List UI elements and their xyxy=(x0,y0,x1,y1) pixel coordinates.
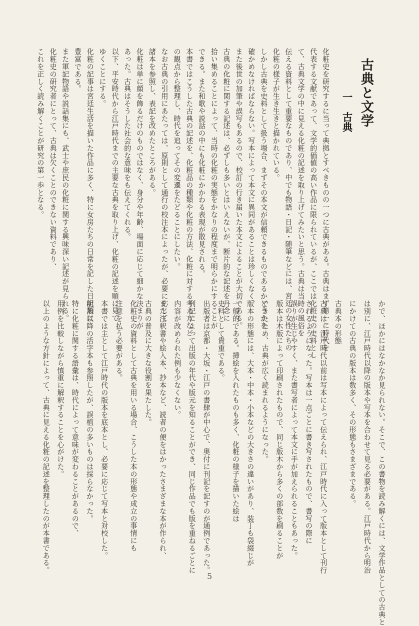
text-column: 化粧史の研究者にとって、古典は欠くことのできない資料であり、 xyxy=(49,48,58,270)
subsection-title: 一 古典 xyxy=(340,92,351,132)
text-column: 本書では主として江戸時代の版本を底本とし、必要に応じて写本と対校した。 xyxy=(100,300,109,559)
text-column: 拾い集めることによって、当時の化粧の実態をかなりの程度まで明らかにすることが xyxy=(210,48,219,330)
text-column: 内容が改められた例も少なくない。 xyxy=(173,300,182,419)
text-column: 用例を比較しながら慎重に解釈することを心がけた。 xyxy=(56,300,65,478)
text-column: また注釈書や絵入本、抄本など、読者の便をはかったさまざまな本が作られ、 xyxy=(159,300,167,559)
text-column: しかし古典を史料として扱う場合、まずその本文が信頼できるものであるかどうかを xyxy=(260,48,268,330)
text-column: 一般的である。挿絵を入れたものも多く、化粧の様子を描いた絵は xyxy=(232,300,240,522)
text-column: 誤りが生じやすく、また書写者によって本文に手が加えられることもあった。 xyxy=(290,300,299,559)
text-column: 出版者は京都・大坂・江戸の書肆が中心で、奥付に刊記を記すのが通例であった。 xyxy=(202,300,211,574)
text-column: 刊記によって出版の年代や版元を知ることができ、同じ作品でも版を重ねるごとに xyxy=(188,300,197,574)
text-column: これを正しく読み解くことが研究の第一歩となる。 xyxy=(36,48,45,219)
text-column: 以下、平安時代から江戸時代までの主要な古典を取り上げ、化粧の記述を順に見て xyxy=(111,48,120,322)
text-column: にかけての古典の版本は数多く、その形態もさまざまである。 xyxy=(348,300,357,508)
text-column: て、古典文学の中に見える化粧の記述を取り上げてみたいと思う。古典は当時の風俗を xyxy=(297,48,306,337)
text-column: ゆくことにする。 xyxy=(98,48,107,108)
text-column: 豊富である。 xyxy=(74,48,82,93)
text-column: なお古典の引用にあたっては、原則として通行の校注本によったが、必要に応じて xyxy=(160,48,169,322)
text-column: 古典の化粧に関する記述は、必ずしも多いとはいえないが、断片的な記述を丹念に xyxy=(222,48,231,322)
page-number: 5 xyxy=(206,572,213,581)
text-column: されるようになった。写本は一点ごとに書き写されたもので、書写の際に xyxy=(305,300,313,545)
text-column: 化粧は単に顔を飾るだけのものではなく、身分や年齢、場面に応じて細かな決まりが xyxy=(136,48,144,330)
text-column: 本書ではこうした古典の記述を、化粧品の種類や化粧の方法、化粧に対する考え方など xyxy=(185,48,194,337)
text-column: 確かめなければならない。写本によって本文に異同があることは珍しくなく、 xyxy=(247,48,256,307)
text-column: できる。また和歌や説話の中にも化粧にかかわる表現が散見される。 xyxy=(198,48,206,278)
text-column: 特に化粧に関する語彙は、時代によって意味が変わることがあるので、 xyxy=(71,300,80,537)
text-column: の観点から整理し、時代を追ってその変遷をたどることにしたい。 xyxy=(173,48,182,270)
text-column: 化粧の記事は宮廷生活を描いた作品に多く、特に女房たちの日常を記した日記類に xyxy=(86,48,95,322)
text-column: 古典は、江戸時代以前は写本によって伝えられ、江戸時代に入って版本として刊行 xyxy=(319,300,328,574)
text-column: また軍記物語や説話集にも、武士や庶民の化粧に関する興味深い記述が見られる。 xyxy=(61,48,70,322)
text-column: 化粧の様子が生き生きと描かれている。 xyxy=(272,48,281,182)
text-column: 以上のような方針によって、古典に見える化粧の記述を整理したのが本書である。 xyxy=(42,300,51,574)
text-column: 化粧史を研究するに当って典拠とすべきものの一つに古典がある。古典はまず第一に時代を xyxy=(322,48,330,352)
text-column: 古典の普及に大きな役割を果たした。 xyxy=(144,300,153,426)
text-column: あった。古典はそうした社会的な意味をも伝えてくれる。 xyxy=(123,48,132,241)
text-column: 代表する文献であって、文学的価値の高い作品に限られているが、ここでは化粧史の史料とし xyxy=(309,48,318,359)
text-column: は別に、江戸時代以降の版本や写本を合わせて見る必要がある。江戸時代から明治 xyxy=(363,300,372,574)
text-column: できたため、古典が広く読まれるようになった。 xyxy=(261,300,270,463)
text-column: 版本の形態には、大本・中本・小本などの大きさの違いがあり、装丁も袋綴じが xyxy=(246,300,255,567)
text-column: また後世の加筆や誤写もあるので、校訂の行き届いた本文によることが大切である。 xyxy=(235,48,244,330)
text-column: 化粧史の資料として古典を用いる場合、こうした本の形態や成立の事情にも xyxy=(129,300,138,552)
text-column: 伝える資料として重要なものであり、中でも物語・日記・随筆などには、宮廷の女性たちの xyxy=(284,48,293,352)
text-column: 古典本の形態 xyxy=(334,300,343,345)
text-column: 明治以降の活字本も参照したが、誤植の多いものは採らなかった。 xyxy=(86,300,94,522)
text-column: 諸本を参照し、表記を改めたところがある。 xyxy=(148,48,157,196)
section-title: 古典と文学 xyxy=(358,58,373,128)
text-column: かで、ほかにはなかなか見られない。そこで、この書物を読み解くには、文学作品としての古典と xyxy=(378,300,386,626)
text-column: 史料として貴重である。 xyxy=(217,300,226,382)
text-column: 版本は木版によって印刷されたもので、同じ版木から多くの部数を刷ることが xyxy=(275,300,284,559)
text-column: 注意を払う必要がある。 xyxy=(115,300,124,382)
